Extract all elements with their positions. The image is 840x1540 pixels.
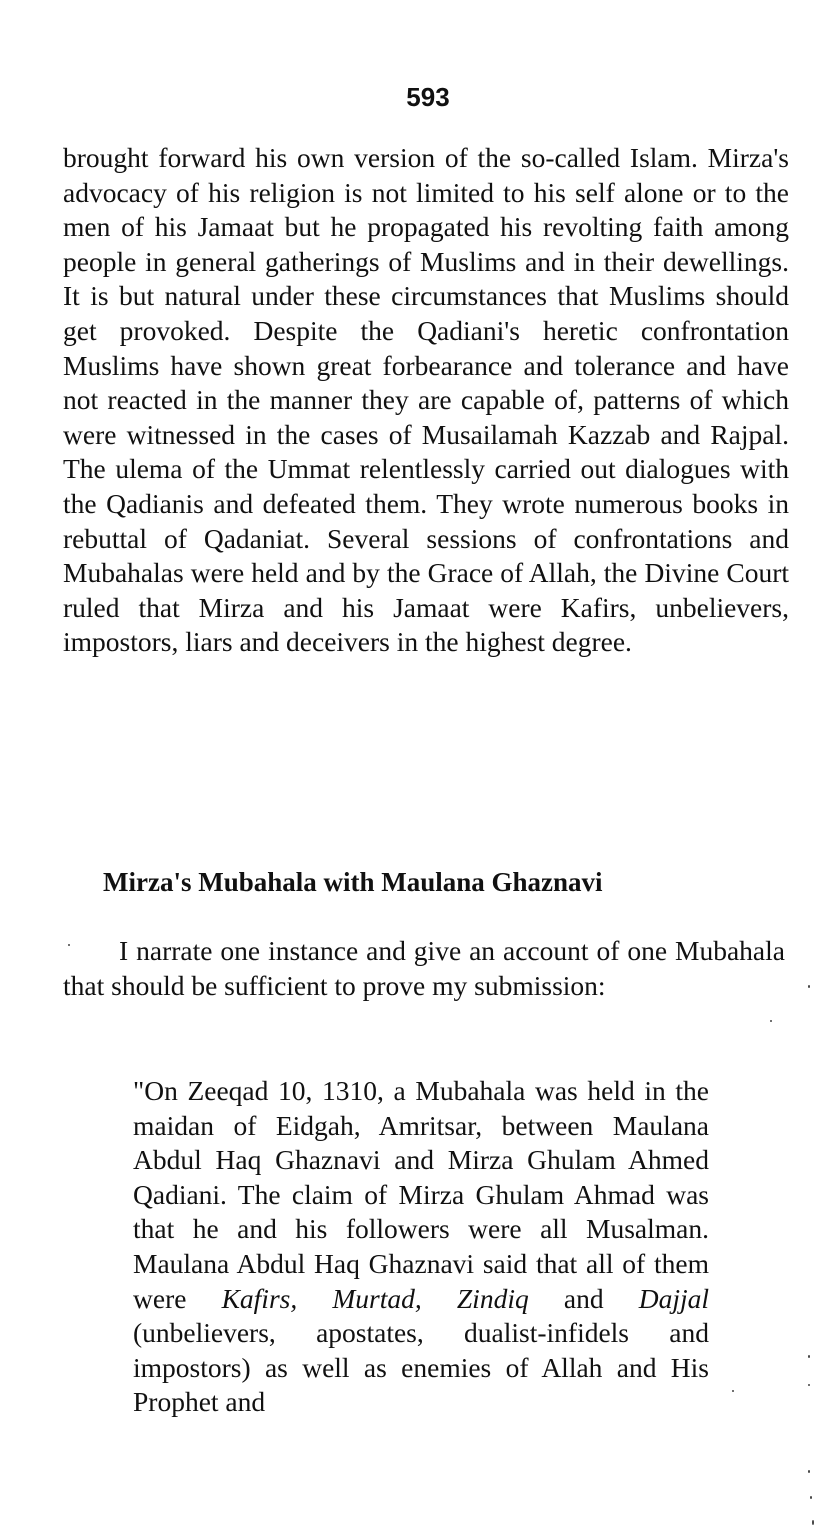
intro-paragraph: I narrate one instance and give an account of one Mubahala that should be sufficient to prove my submission: bbox=[63, 935, 785, 1001]
quote-text-part-1: "On Zeeqad 10, 1310, a Mubahala was held in the maidan of Eidgah, Amritsar, between Maulana Abdul Haq Ghaznavi and Mirza Ghulam Ahmed Qadiani. The claim of Mirza Ghulam Ahmad was that he and his followers were all Musalman. Maulana Abdul Haq Ghaznavi said that all of them were bbox=[133, 1075, 709, 1314]
scan-speck bbox=[808, 985, 810, 988]
page-number: 593 bbox=[406, 82, 450, 112]
scan-speck bbox=[812, 1520, 814, 1525]
scan-speck bbox=[68, 944, 70, 946]
intro-paragraph-block bbox=[63, 934, 785, 1003]
quote-term-dajjal: Dajjal bbox=[638, 1282, 709, 1314]
scan-speck bbox=[808, 1355, 810, 1358]
scan-speck bbox=[732, 1390, 734, 1392]
section-heading: Mirza's Mubahala with Maulana Ghaznavi bbox=[103, 867, 603, 897]
quote-conjunction: and bbox=[528, 1282, 639, 1314]
scan-speck bbox=[770, 1020, 772, 1022]
scan-speck bbox=[808, 1470, 810, 1473]
main-paragraph: brought forward his own version of the so-called Islam. Mirza's advocacy of his religion is not limited to his self alone or to the men of his Jamaat but he propagated his revolting faith among people in general gatherings of Muslims and in their dewellings. It is but natural under these circumstances that Muslims should get provoked. Despite the Qadiani's heretic confrontation Muslims have shown great forbearance and tolerance and have not reacted in the manner they are capable of, patterns of which were witnessed in the cases of Musailamah Kazzab and Rajpal. The ulema of the Ummat relentlessly carried out dialogues with the Qadianis and defeated them. They wrote numerous books in rebuttal of Qadaniat. Several sessions of confrontations and Mubahalas were held and by the Grace of Allah, the Divine Court ruled that Mirza and his Jamaat were Kafirs, unbelievers, impostors, liars and deceivers in the highest degree. bbox=[63, 142, 789, 658]
quote-term-zindiq: Zindiq bbox=[456, 1282, 529, 1314]
quote-term-kafirs: Kafirs, bbox=[221, 1282, 298, 1314]
scan-speck bbox=[810, 1496, 812, 1499]
main-paragraph-block bbox=[63, 141, 789, 660]
block-quote bbox=[133, 1074, 709, 1420]
quote-term-murtad: Murtad, bbox=[332, 1282, 422, 1314]
quote-text-part-2: (unbelievers, apostates, dualist-infidels and impostors) as well as enemies of Allah and His Prophet and bbox=[133, 1317, 709, 1418]
quote-paragraph bbox=[133, 1074, 709, 1420]
scan-speck bbox=[808, 1384, 810, 1386]
